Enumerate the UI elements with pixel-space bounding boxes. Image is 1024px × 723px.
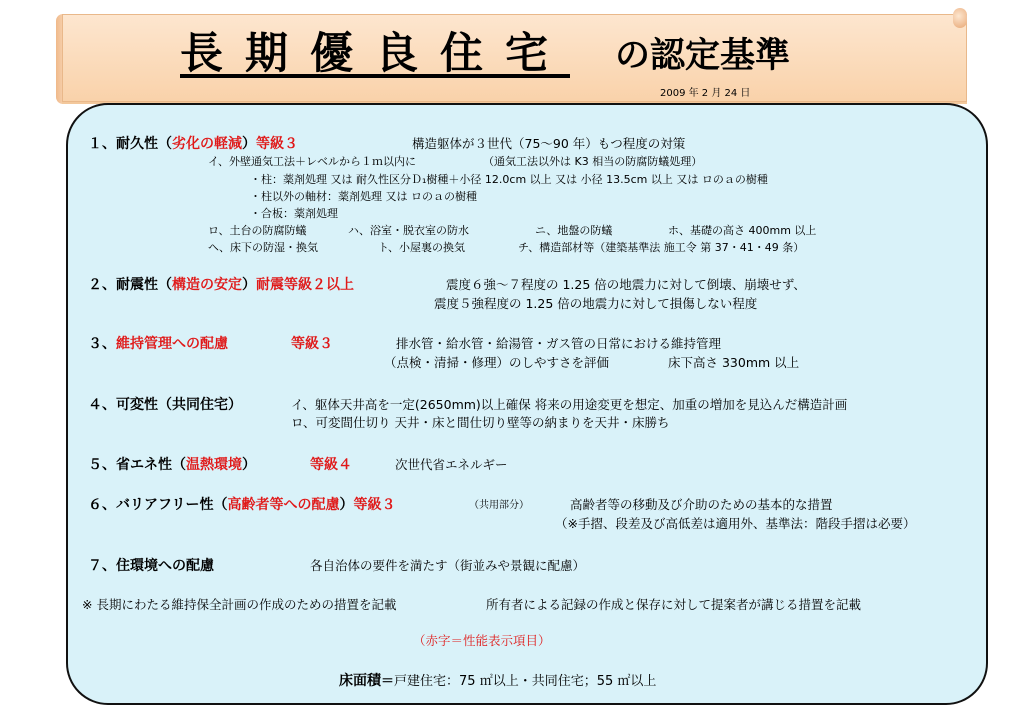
- section-5-heading: ５、省エネ性（温熱環境）: [88, 457, 256, 473]
- section-3-description-2: （点検・清掃・修理）のしやすさを評価: [384, 355, 610, 370]
- floor-area-requirement: 床面積＝戸建住宅：75 ㎡以上・共同住宅；55 ㎡以上: [339, 673, 657, 689]
- section-1-sub-to: ト、小屋裏の換気: [378, 241, 466, 254]
- maintenance-note-left: ※ 長期にわたる維持保全計画の作成のための措置を記載: [82, 597, 397, 612]
- maintenance-note-right: 所有者による記録の作成と保存に対して提案者が講じる措置を記載: [486, 597, 862, 612]
- section-1-description: 構造躯体が３世代（75～90 年）もつ程度の対策: [412, 136, 686, 151]
- section-1-sub-ho: ホ、基礎の高さ 400mm 以上: [668, 224, 817, 237]
- banner-curl-right: [953, 8, 967, 28]
- section-1-sub-i-item-2: ・柱以外の軸材：薬剤処理 又は ロのａの樹種: [250, 190, 477, 203]
- section-3-description-1: 排水管・給水管・給湯管・ガス管の日常における維持管理: [396, 336, 722, 351]
- section-5-description: 次世代省エネルギー: [395, 457, 508, 472]
- section-1-sub-he: ヘ、床下の防湿・換気: [208, 241, 318, 254]
- section-7-description: 各自治体の要件を満たす（街並みや景観に配慮）: [310, 558, 586, 573]
- section-6-description-1: 高齢者等の移動及び介助のための基本的な措置: [570, 497, 833, 512]
- document-date: 2009 年 2 月 24 日: [660, 88, 751, 99]
- page-title: 長期優良住宅: [180, 29, 570, 79]
- section-1-sub-i-item-3: ・合板：薬剤処理: [250, 207, 338, 220]
- section-6-heading: ６、バリアフリー性（高齢者等への配慮）等級３: [88, 497, 396, 513]
- section-2-description-1: 震度６強～７程度の 1.25 倍の地震力に対して倒壊、崩壊せず、: [446, 277, 806, 292]
- section-1-sub-chi: チ、構造部材等（建築基準法 施工令 第 37・41・49 条）: [518, 241, 805, 254]
- section-2-description-2: 震度５強程度の 1.25 倍の地震力に対して損傷しない程度: [434, 296, 758, 311]
- red-text-legend: （赤字＝性能表示項目）: [413, 633, 551, 648]
- section-6-description-2: （※手摺、段差及び高低差は適用外、基準法：階段手摺は必要）: [555, 516, 916, 531]
- section-1-sub-i-note: （通気工法以外は K3 相当の防腐防蟻処理）: [483, 155, 703, 168]
- section-1-sub-ro: ロ、土台の防腐防蟻: [208, 224, 307, 237]
- section-4-heading: ４、可変性（共同住宅）: [88, 397, 242, 413]
- section-1-sub-ni: ニ、地盤の防蟻: [535, 224, 613, 237]
- section-2-heading: ２、耐震性（構造の安定）耐震等級２以上: [88, 277, 354, 293]
- section-1-sub-ha: ハ、浴室・脱衣室の防水: [348, 224, 469, 237]
- section-3-description-3: 床下高さ 330mm 以上: [668, 355, 800, 370]
- section-1-sub-i-item-1: ・柱：薬剤処理 又は 耐久性区分Ｄ₁樹種＋小径 12.0cm 以上 又は 小径 13.5cm 以上 又は ロのａの樹種: [250, 173, 768, 186]
- section-6-grade-note: （共用部分）: [469, 500, 529, 511]
- page-subtitle: の認定基準: [615, 36, 791, 76]
- section-1-heading: １、耐久性（劣化の軽減）等級３: [88, 136, 298, 152]
- section-3-grade: 等級３: [291, 336, 333, 352]
- section-4-description-2: ロ、可変間仕切り 天井・床と間仕切り壁等の納まりを天井・床勝ち: [291, 415, 670, 430]
- section-1-sub-i: イ、外壁通気工法＋レベルから１ｍ以内に: [208, 155, 417, 168]
- section-3-heading: ３、維持管理への配慮: [88, 336, 228, 352]
- section-4-description-1: イ、躯体天井高を一定(2650mm)以上確保 将来の用途変更を想定、加重の増加を見込んだ構造計画: [291, 397, 848, 412]
- section-5-grade: 等級４: [310, 457, 352, 473]
- section-7-heading: ７、住環境への配慮: [88, 558, 214, 574]
